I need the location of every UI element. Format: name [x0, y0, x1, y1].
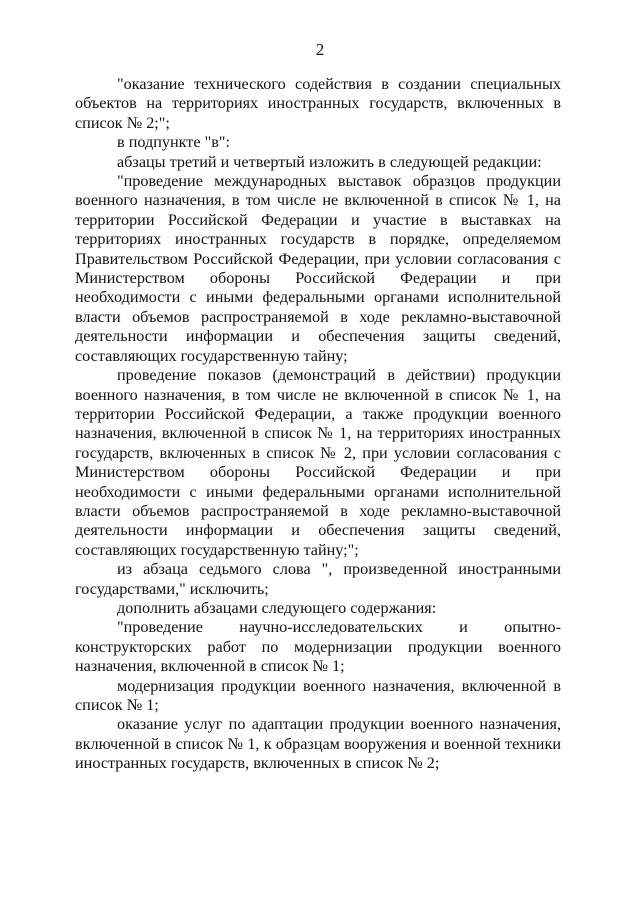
- paragraph-new-wording: абзацы третий и четвертый изложить в следующей редакции:: [117, 152, 542, 171]
- paragraph-special-objects: "оказание технического содействия в создании специальных объектов на территориях иностранных государств, включенных в список № 2;";: [75, 75, 561, 132]
- paragraph-international-exhibitions: "проведение международных выставок образцов продукции военного назначения, в том числе не включенной в список № 1, на территории Российской Федерации и участие в выставках на территориях иностранных государств в порядке, определяемом Правительством Российской Федерации, при условии согласования с Министерством обороны Российской Федерации и при необходимости с иными федеральными органами исполнительной власти объемов распространяемой в ходе рекламно-выставочной деятельности информации и обеспечения защиты сведений, составляющих государственную тайну;: [75, 172, 561, 365]
- paragraph-demonstrations: проведение показов (демонстраций в действии) продукции военного назначения, в том числе не включенной в список № 1, на территории Российской Федерации, а также продукции военного назначения, включенной в список № 1, на территориях иностранных государств, включенных в список № 2, при условии согласования с Министерством обороны Российской Федерации и при необходимости с иными федеральными органами исполнительной власти объемов распространяемой в ходе рекламно-выставочной деятельности информации и обеспечения защиты сведений, составляющих государственную тайну;";: [75, 366, 561, 559]
- document-body: [75, 75, 561, 774]
- paragraph-research-works: "проведение научно-исследовательских и опытно-конструкторских работ по модернизации продукции военного назначения, включенной в список № 1;: [75, 618, 561, 676]
- paragraph-adaptation-services: оказание услуг по адаптации продукции военного назначения, включенной в список № 1, к образцам вооружения и военной техники иностранных государств, включенных в список № 2;: [75, 715, 561, 773]
- paragraph-exclude-words: из абзаца седьмого слова ", произведенной иностранными государствами," исключить;: [75, 560, 561, 598]
- paragraph-supplement: дополнить абзацами следующего содержания:: [117, 598, 437, 617]
- page-number: 2: [315, 40, 325, 59]
- paragraph-modernization: модернизация продукции военного назначения, включенной в список № 1;: [75, 676, 561, 714]
- paragraph-subpoint-v: в подпункте "в":: [117, 133, 230, 152]
